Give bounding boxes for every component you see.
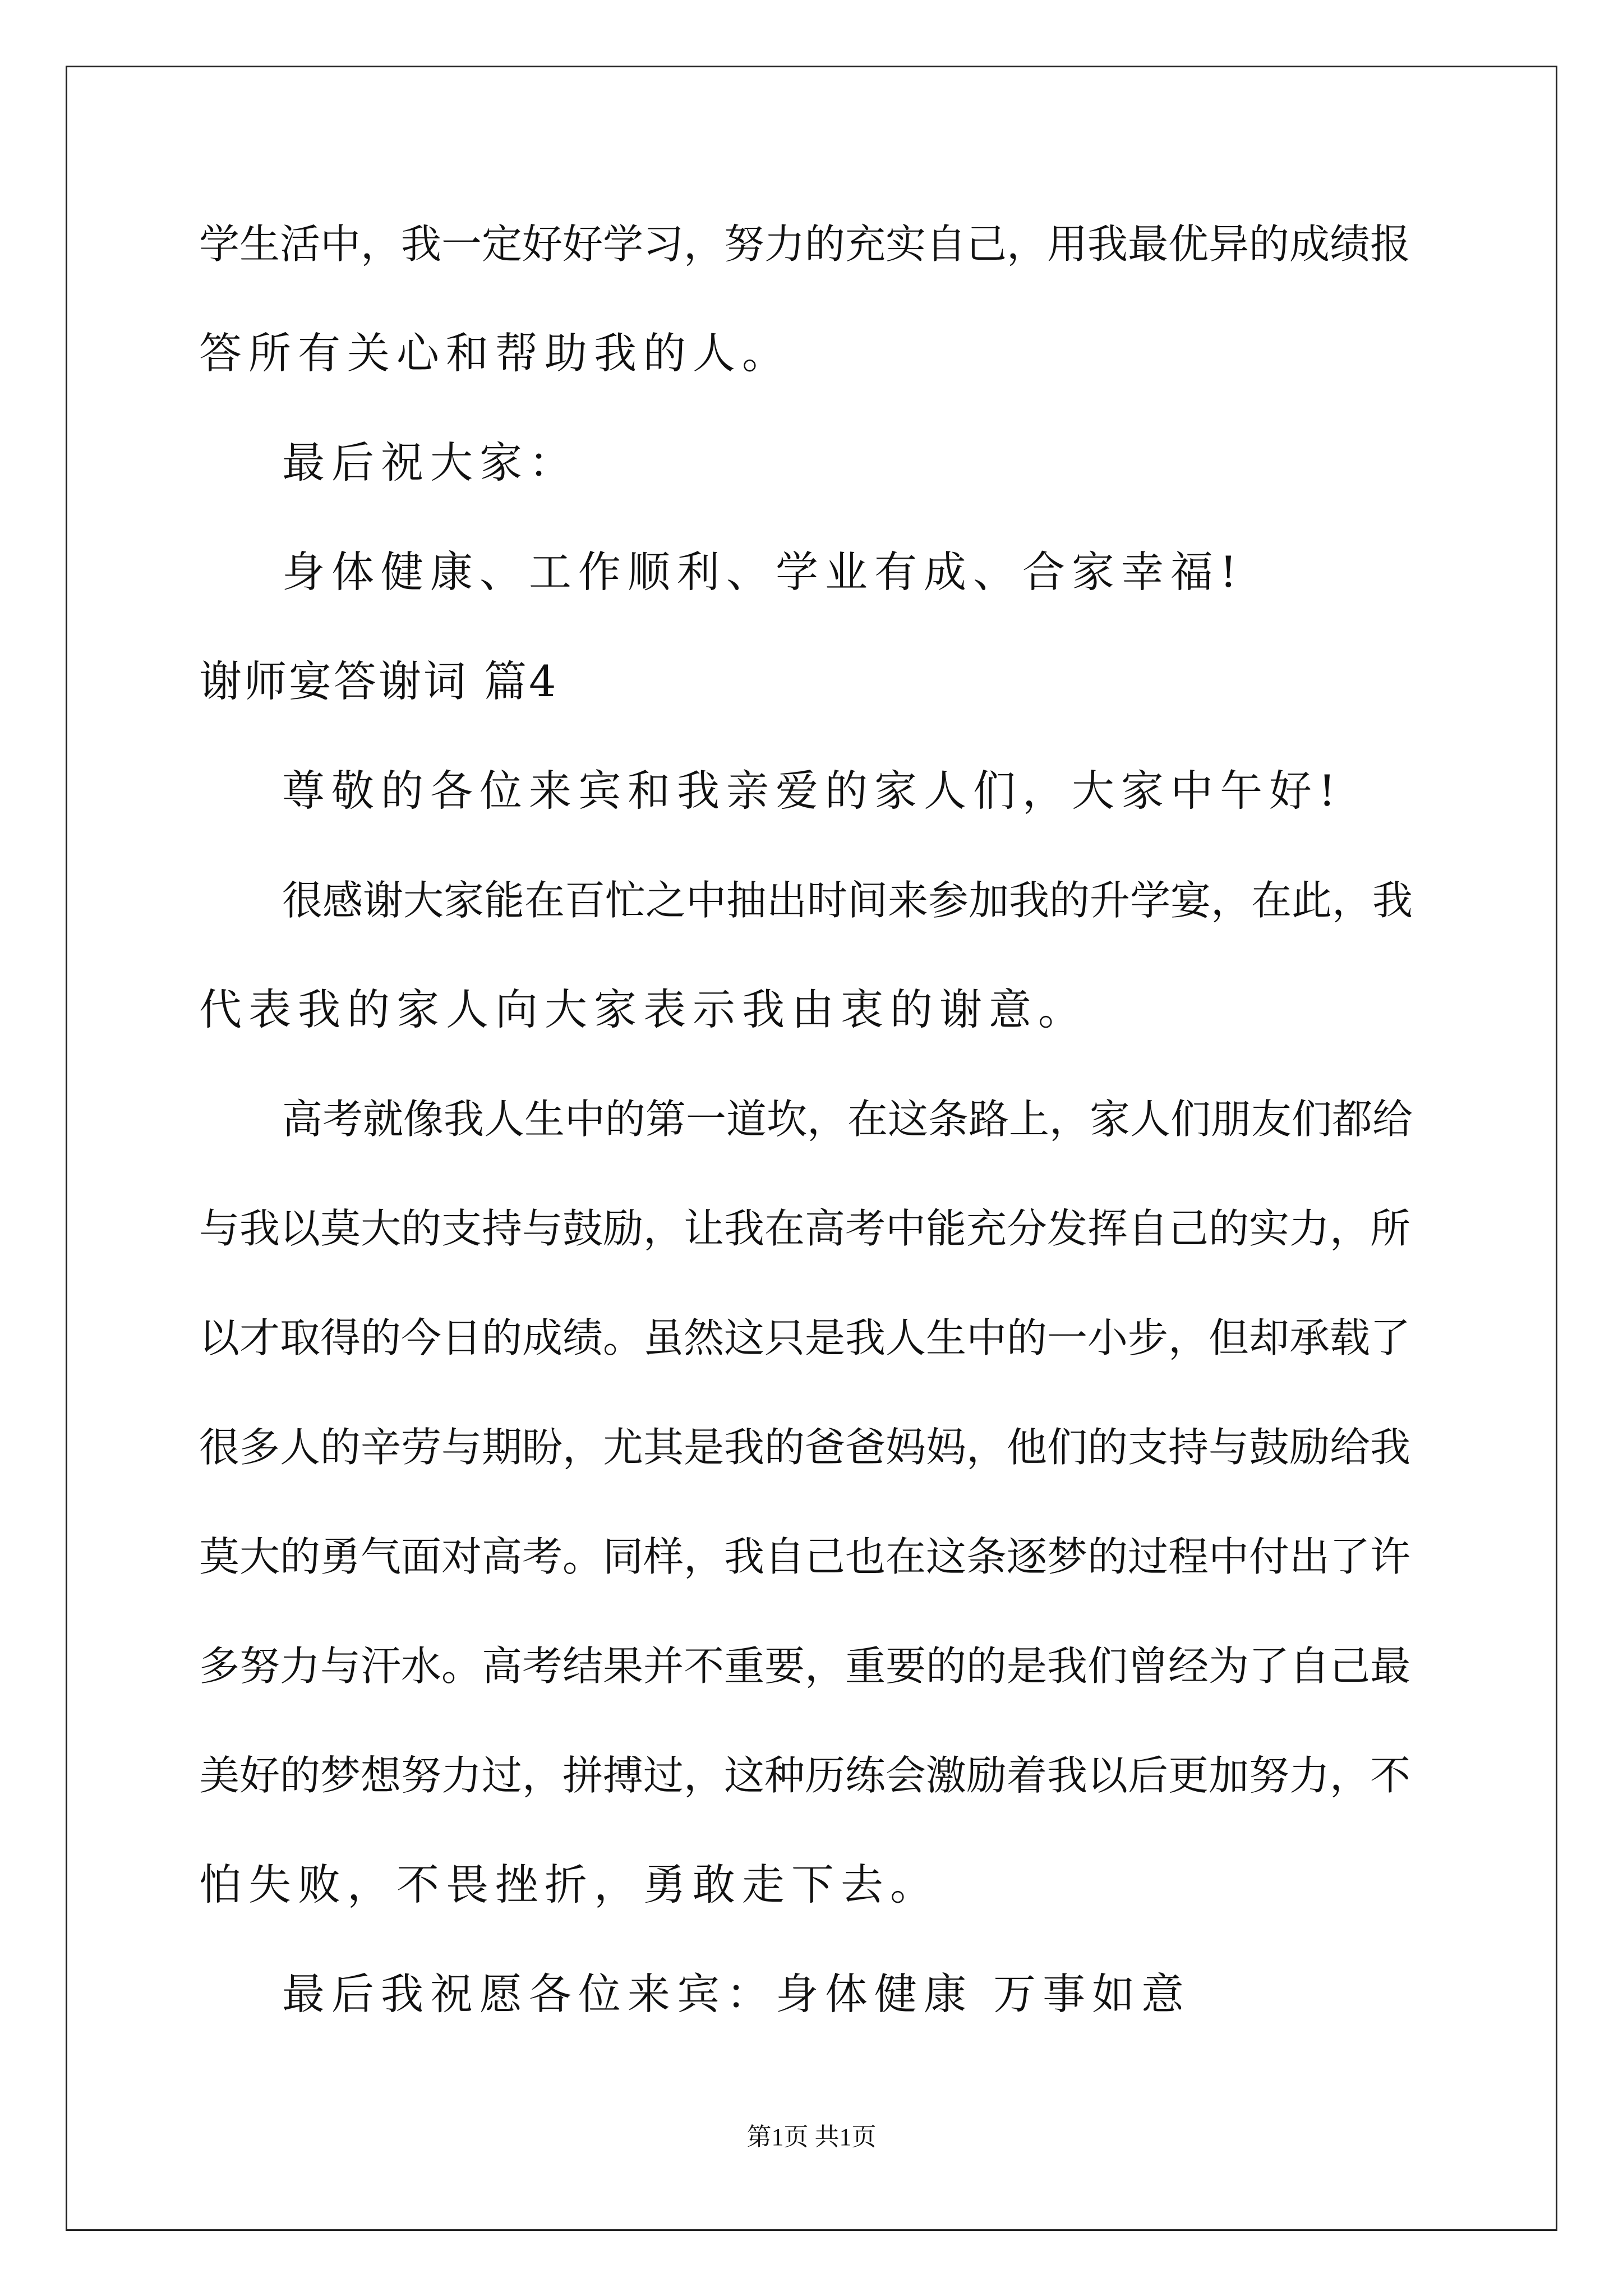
text-line-12: 很多人的辛劳与期盼，尤其是我的爸爸妈妈，他们的支持与鼓励给我 (199, 1424, 1411, 1471)
text-line-15: 美好的梦想努力过，拼搏过，这种历练会激励着我以后更加努力，不 (199, 1752, 1411, 1799)
text-line-17: 最后我祝愿各位来宾：身体健康 万事如意 (282, 1969, 1191, 2019)
text-line-4: 身体健康、工作顺利、学业有成、合家幸福! (282, 547, 1244, 597)
text-line-16: 怕失败，不畏挫折，勇敢走下去。 (199, 1860, 939, 1910)
text-line-10: 与我以莫大的支持与鼓励，让我在高考中能充分发挥自己的实力，所 (199, 1205, 1411, 1252)
text-line-7: 很感谢大家能在百忙之中抽出时间来参加我的升学宴，在此，我 (282, 877, 1413, 924)
text-line-2: 答所有关心和帮助我的人。 (199, 328, 791, 378)
text-line-3: 最后祝大家： (282, 438, 578, 487)
text-line-9: 高考就像我人生中的第一道坎，在这条路上，家人们朋友们都给 (282, 1096, 1413, 1143)
section-heading: 谢师宴答谢词 篇4 (199, 656, 559, 706)
text-line-11: 以才取得的今日的成绩。虽然这只是我人生中的一小步，但却承载了 (199, 1314, 1411, 1361)
text-line-14: 多努力与汗水。高考结果并不重要，重要的的是我们曾经为了自己最 (199, 1642, 1411, 1690)
text-line-1: 学生活中，我一定好好学习，努力的充实自己，用我最优异的成绩报 (199, 220, 1411, 268)
text-line-8: 代表我的家人向大家表示我由衷的谢意。 (199, 984, 1087, 1034)
text-line-6: 尊敬的各位来宾和我亲爱的家人们，大家中午好! (282, 766, 1343, 816)
text-line-13: 莫大的勇气面对高考。同样，我自己也在这条逐梦的过程中付出了许 (199, 1533, 1411, 1580)
page-number-footer: 第1页 共1页 (746, 2123, 877, 2151)
